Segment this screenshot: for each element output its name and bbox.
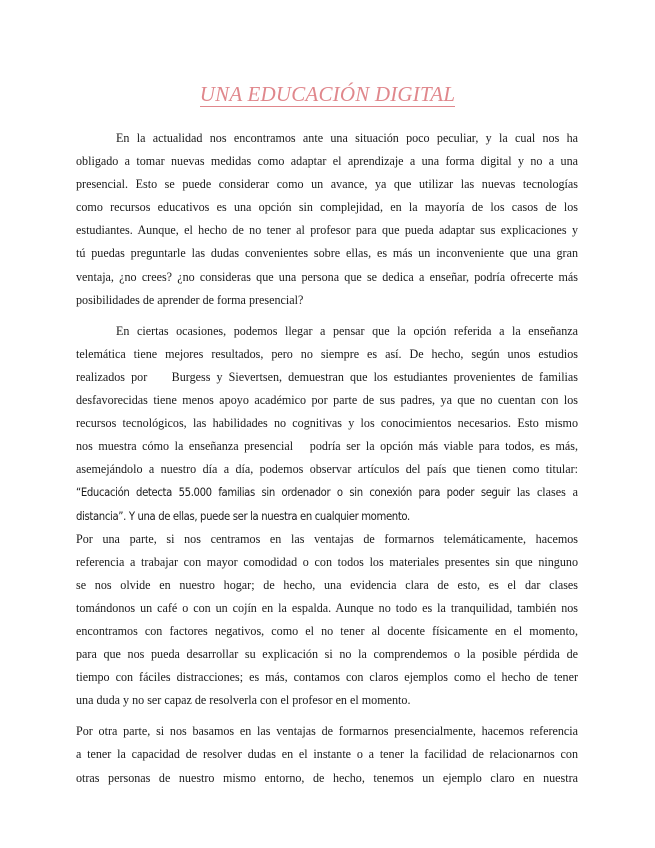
document-title bbox=[0, 82, 655, 107]
paragraph-line: otras personas de nuestro mismo entorno, de hecho, tenemos un ejemplo claro en nuestra bbox=[76, 770, 578, 785]
paragraph-line: estudiantes. Aunque, el hecho de no tener al profesor para que pueda adaptar sus explicaciones y bbox=[76, 223, 578, 238]
paragraph-line: realizados por Burgess y Sievertsen, demuestran que los estudiantes provenientes de familias bbox=[76, 369, 578, 384]
paragraph-line: recursos tecnológicos, las habilidades no cognitivas y los conocimientos necesarios. Esto mismo bbox=[76, 416, 578, 431]
paragraph-3 bbox=[76, 528, 578, 713]
paragraph-line: desfavorecidas tiene menos apoyo académico por parte de sus padres, ya que no cuentan con los bbox=[76, 393, 578, 408]
document-body bbox=[76, 127, 578, 790]
paragraph-1 bbox=[76, 127, 578, 312]
paragraph-line: tomándonos un café o con un cojín en la espalda. Aunque no todo es la tranquilidad, también nos bbox=[76, 600, 578, 615]
paragraph-line: encontramos con factores negativos, como el no tener al docente físicamente en el momento, bbox=[76, 623, 578, 638]
paragraph-4 bbox=[76, 720, 578, 789]
paragraph-line: nos muestra cómo la enseñanza presencial podría ser la opción más viable para todos, es más, bbox=[76, 439, 578, 454]
paragraph-line: tiempo con fáciles distracciones; es más, contamos con claros ejemplos como el hecho de tener bbox=[76, 670, 578, 685]
paragraph-2 bbox=[76, 320, 578, 528]
paragraph-line: referencia a trabajar con mayor comodidad o con todos los materiales presentes sin que ninguno bbox=[76, 554, 578, 569]
document-title-text: UNA EDUCACIÓN DIGITAL bbox=[199, 82, 456, 106]
paragraph-line: como recursos educativos es una opción sin complejidad, en la mayoría de los casos de los bbox=[76, 200, 578, 215]
paragraph-line: ventaja, ¿no crees? ¿no consideras que una persona que se dedica a enseñar, podría ofrecerte más bbox=[76, 269, 578, 284]
paragraph-line: asemejándolo a nuestro día a día, podemos observar artículos del país que tienen como titular: bbox=[76, 462, 578, 477]
quote-line-tail: las clases a bbox=[509, 485, 579, 500]
paragraph-line: Por una parte, si nos centramos en las ventajas de formarnos telemáticamente, hacemos bbox=[76, 531, 578, 546]
quote-line: distancia”. Y una de ellas, puede ser la nuestra en cualquier momento. bbox=[76, 509, 410, 523]
paragraph-line: una duda y no ser capaz de resolverla con el profesor en el momento. bbox=[76, 693, 411, 708]
quote-line bbox=[76, 481, 578, 504]
paragraph-line: En la actualidad nos encontramos ante una situación poco peculiar, y la cual nos ha bbox=[116, 131, 578, 145]
paragraph-line: presencial. Esto se puede considerar como un avance, ya que utilizar las nuevas tecnologías bbox=[76, 177, 578, 192]
paragraph-line: telemática tiene mejores resultados, pero no siempre es así. De hecho, según unos estudios bbox=[76, 346, 578, 361]
quoted-headline: “Educación detecta 55.000 familias sin ordenador o sin conexión para poder seguir bbox=[76, 486, 510, 500]
paragraph-line: a tener la capacidad de resolver dudas en el instante o a tener la facilidad de relacionarnos con bbox=[76, 747, 578, 762]
paragraph-line: se nos olvide en nuestro hogar; de hecho, una evidencia clara de esto, es el dar clases bbox=[76, 577, 578, 592]
paragraph-line: obligado a tomar nuevas medidas como adaptar el aprendizaje a una forma digital y no a una bbox=[76, 154, 578, 169]
paragraph-line: Por otra parte, si nos basamos en las ventajas de formarnos presencialmente, hacemos referencia bbox=[76, 724, 578, 739]
paragraph-line: para que nos pueda desarrollar su explicación si no la comprendemos o la posible pérdida de bbox=[76, 647, 578, 662]
paragraph-line: En ciertas ocasiones, podemos llegar a pensar que la opción referida a la enseñanza bbox=[116, 323, 578, 338]
paragraph-line: posibilidades de aprender de forma presencial? bbox=[76, 292, 304, 307]
paragraph-line: tú puedas preguntarle las dudas convenientes sobre ellas, es más un inconveniente que una gran bbox=[76, 246, 578, 261]
